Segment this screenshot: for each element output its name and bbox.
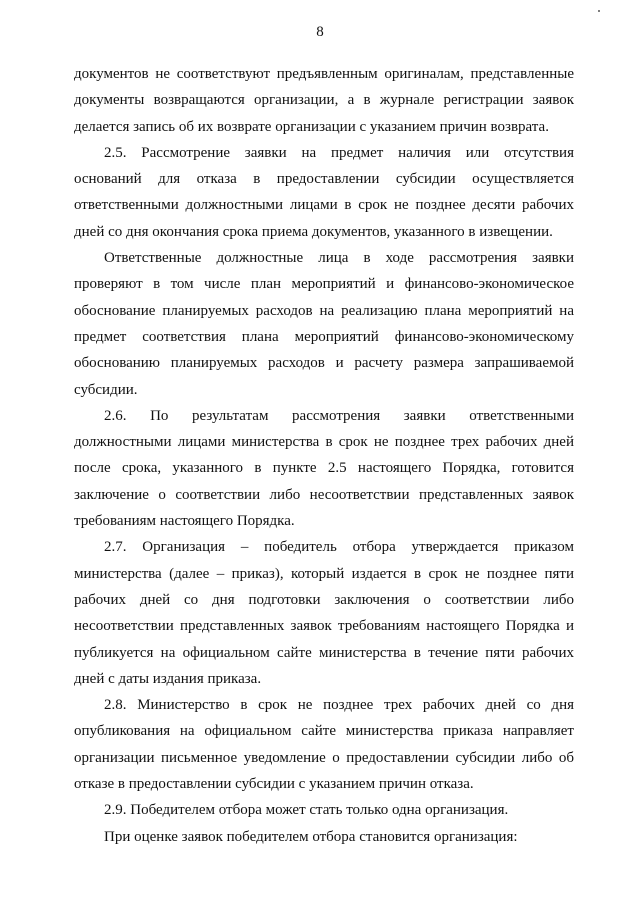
text-line: организации письменное уведомление о предоставлении субсидии либо об <box>74 749 574 766</box>
page-number: 8 <box>316 24 324 40</box>
paragraph-2-7 <box>74 534 574 692</box>
text-line: оснований для отказа в предоставлении субсидии осуществляется <box>74 171 574 188</box>
text-line: публикуется на официальном сайте министерства в течение пяти рабочих <box>74 644 574 661</box>
text-line: несоответствии представленных заявок требованиям настоящего Порядка и <box>74 618 574 635</box>
text-line: министерства (далее – приказ), который издается в срок не позднее пяти <box>74 565 574 582</box>
paragraph-2-6 <box>74 403 574 534</box>
scan-speck <box>598 10 600 12</box>
text-line: предмет соответствия плана мероприятий финансово-экономическому <box>74 328 574 345</box>
text-line: обоснованию планируемых расходов и расчету размера запрашиваемой <box>74 355 574 372</box>
text-line: 2.9. Победителем отбора может стать только одна организация. <box>104 802 509 819</box>
text-line: обоснование планируемых расходов на реализацию плана мероприятий на <box>74 302 574 319</box>
text-line: опубликования на официальном сайте министерства приказа направляет <box>74 723 574 740</box>
text-line: 2.5. Рассмотрение заявки на предмет наличия или отсутствия <box>104 144 574 161</box>
text-line: заключение о соответствии либо несоответствии представленных заявок <box>74 486 574 503</box>
text-line: ответственными должностными лицами в срок не позднее десяти рабочих <box>74 197 574 214</box>
text-line: дней со дня окончания срока приема документов, указанного в извещении. <box>74 223 553 240</box>
text-line: 2.8. Министерство в срок не позднее трех рабочих дней со дня <box>104 697 574 714</box>
paragraph-2-5 <box>74 140 574 245</box>
paragraph-2-9 <box>74 797 574 823</box>
paragraph-2-8 <box>74 692 574 797</box>
text-line: должностными лицами министерства в срок не позднее трех рабочих дней <box>74 434 574 451</box>
text-line: делается запись об их возврате организации с указанием причин возврата. <box>74 118 549 135</box>
text-line: 2.6. По результатам рассмотрения заявки ответственными <box>104 407 574 424</box>
text-line: субсидии. <box>74 381 138 398</box>
text-line: документов не соответствуют предъявленным оригиналам, представленные <box>74 66 574 82</box>
text-line: проверяют в том числе план мероприятий и финансово-экономическое <box>74 276 574 293</box>
text-line: требованиям настоящего Порядка. <box>74 513 295 530</box>
text-line: после срока, указанного в пункте 2.5 настоящего Порядка, готовится <box>74 460 574 477</box>
text-line: дней с даты издания приказа. <box>74 670 262 687</box>
text-line: документы возвращаются организации, а в журнале регистрации заявок <box>74 92 574 109</box>
paragraph-continuation <box>74 61 574 140</box>
document-body <box>74 61 574 850</box>
text-line: 2.7. Организация – победитель отбора утверждается приказом <box>104 539 574 556</box>
text-line: отказе в предоставлении субсидии с указанием причин отказа. <box>74 776 474 793</box>
paragraph-evaluation <box>74 824 574 850</box>
text-line: рабочих дней со дня подготовки заключения о соответствии либо <box>74 591 574 608</box>
text-line: Ответственные должностные лица в ходе рассмотрения заявки <box>104 250 574 267</box>
paragraph-review <box>74 245 574 403</box>
text-line: При оценке заявок победителем отбора становится организация: <box>104 828 518 845</box>
